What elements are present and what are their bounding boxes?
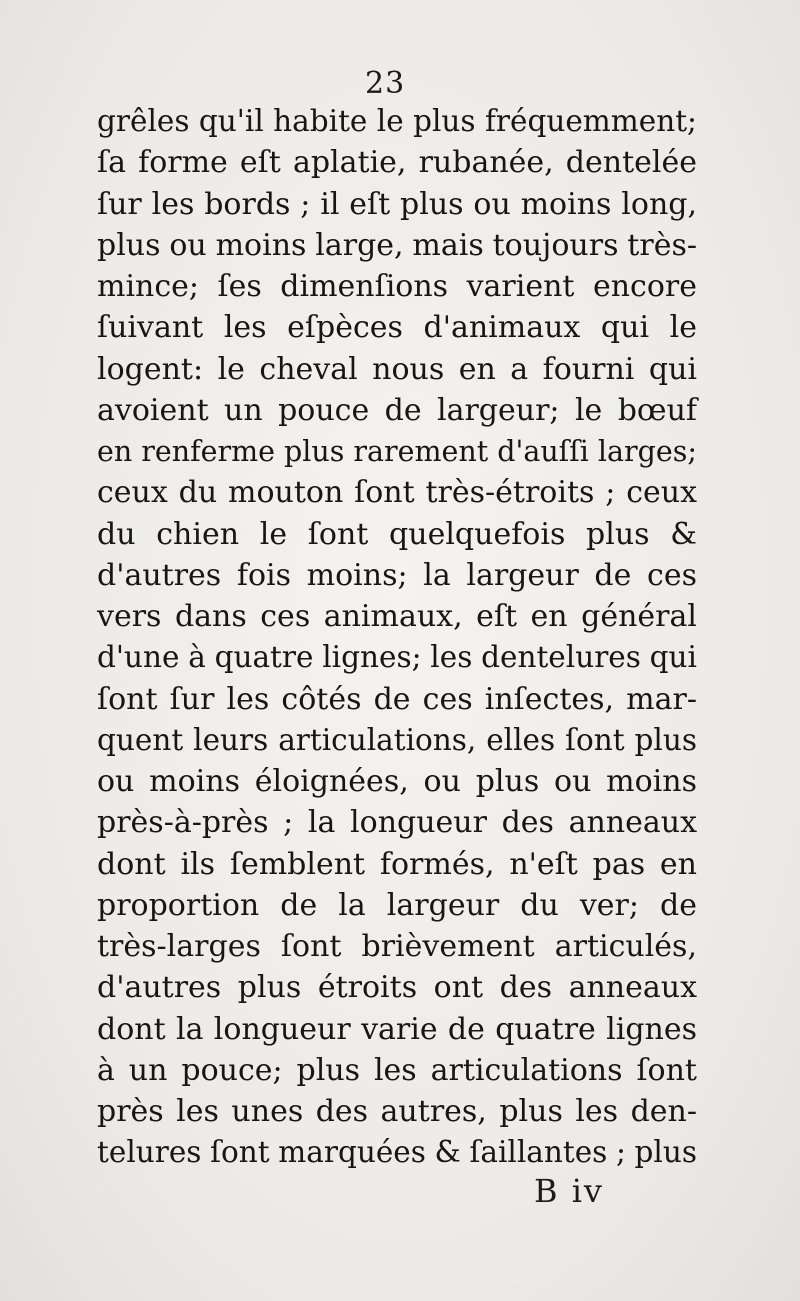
text-line: quent leurs articulations, elles ſont plus	[97, 722, 697, 757]
text-line: plus ou moins large, mais toujours très-	[97, 227, 697, 263]
text-line: près les unes des autres, plus les den-	[97, 1094, 697, 1129]
text-line: près-à-près ; la longueur des anneaux	[97, 805, 697, 841]
text-line: proportion de la largeur du ver; de	[97, 887, 697, 923]
text-line: mince; ſes dimenſions varient encore	[97, 269, 697, 304]
page-number: 23	[365, 66, 406, 101]
text-line: telures ſont marquées & ſaillantes ; plus	[97, 1135, 697, 1170]
text-line: ſur les bords ; il eſt plus ou moins long,	[97, 186, 697, 222]
signature-mark: B iv	[534, 1172, 604, 1210]
text-line: du chien le ſont quelquefois plus &	[97, 516, 697, 552]
text-line: logent: le cheval nous en a fourni qui	[97, 351, 697, 387]
text-line: ſa forme eſt aplatie, rubanée, dentelée	[97, 145, 697, 181]
text-line: à un pouce; plus les articulations ſont	[97, 1052, 697, 1088]
text-line: dont la longueur varie de quatre lignes	[97, 1011, 697, 1047]
text-line: d'autres plus étroits ont des anneaux	[97, 970, 697, 1006]
text-line: très-larges ſont brièvement articulés,	[97, 929, 697, 964]
text-line: grêles qu'il habite le plus fréquemment;	[97, 104, 697, 138]
text-line: avoient un pouce de largeur; le bœuf	[97, 392, 697, 428]
text-line: ou moins éloignées, ou plus ou moins	[97, 764, 697, 799]
text-line: en renferme plus rarement d'auſſi larges;	[97, 435, 697, 468]
text-line: ceux du mouton ſont très-étroits ; ceux	[97, 475, 697, 511]
text-line: d'une à quatre lignes; les dentelures qui	[97, 640, 697, 675]
text-line: ſont ſur les côtés de ces inſectes, mar-	[97, 681, 697, 717]
text-line: vers dans ces animaux, eſt en général	[97, 599, 697, 634]
text-line: d'autres fois moins; la largeur de ces	[97, 557, 697, 593]
text-line: ſuivant les eſpèces d'animaux qui le	[97, 310, 697, 346]
body-text	[97, 101, 697, 1174]
text-line: dont ils ſemblent formés, n'eſt pas en	[97, 846, 697, 882]
